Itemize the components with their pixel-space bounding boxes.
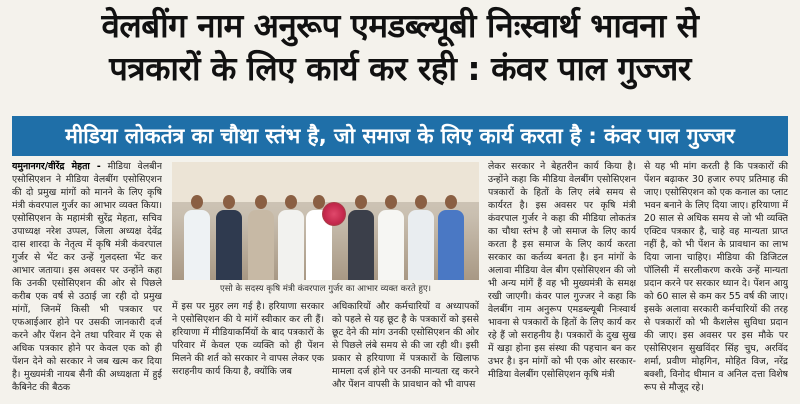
dateline: यमुनानगर/वीरेंद्र मेहता - <box>12 161 101 172</box>
article-columns <box>12 160 788 400</box>
column-2-text: में इस पर मुहर लग गई है। हरियाणा सरकार ने एसोसिएशन की ये मांगें स्वीकार कर ली हैं। हरियाणा में मीडियाकर्मियों के बाद पत्रकारों के परिवार में केवल एक व्यक्ति को ही पेंशन मिलने की शर्त को सरकार ने वापस लेकर एक सराहनीय कार्य किया है, क्योंकि जब <box>172 301 324 377</box>
column-4-text: लेकर सरकार ने बेहतरीन कार्य किया है। उन्होंने कहा कि मीडिया वेलबींग एसोसिएशन पत्रकारों के हितों के लिए लंबे समय से कार्यरत है। इस अवसर पर कृषि मंत्री कंवरपाल गुर्जर ने कहा की मीडिया लोकतंत्र का चौथा स्तंभ है जो समाज के लिए कार्य करता है इस समाज के लिए कार्य करता सरकार का कर्तव्य बनता है। इन मांगों के अलावा मीडिया वेल बीग एसोसिएशन की जो भी अन्य मांगें हैं वह भी मुख्यमंत्री के समक्ष रखी जाएगी। कंवर पाल गुज्जर ने कहा कि वेलबींग नाम अनुरूप एमडब्ल्यूबी निःस्वार्थ भावना से पत्रकारों के हितों के लिए कार्य कर रहे हैं जो सराहनीय है। पत्रकारों के दुख सुख में खड़ा होना इस संस्था की पहचान बन कर उभर है। इन मांगों को भी एक ओर सरकार-मीडिया वेलबींग एसोसिएशन कृषि मंत्री <box>488 161 636 380</box>
column-1-text: मीडिया वेलबीन एसोसिएशन ने मीडिया वेलबींग एसोसिएशन की दो प्रमुख मांगों को मानने के लिए कृषि मंत्री कंवरपाल गुर्जर का आभार व्यक्त किया। एसोसिएशन के महामंत्री सुरेंद्र मेहता, सचिव उपाध्यक्ष नरेश उप्पल, जिला अध्यक्ष देवेंद्र दास शारदा के नेतृत्व में कृषि मंत्री कंवरपाल गुर्जर से भेंट कर उन्हें गुलदस्ता भेंट कर आभार जताया। इस अवसर पर उन्होंने कहा कि उनकी एसोसिएशन की ओर से पिछले करीब एक वर्ष से उठाई जा रही दो प्रमुख मांगों, जिनमें किसी भी पत्रकार पर एफआईआर होने पर उसकी जानकारी दर्ज करने और पेंशन देने तथा परिवार में एक से अधिक पत्रकार होने पर केवल एक को ही पेंशन देने को सरकार ने जब खत्म कर दिया है। मुख्यमंत्री नायब सैनी की अध्यक्षता में हुई कैबिनेट की बैठक <box>12 161 162 393</box>
article-column-5 <box>644 160 788 400</box>
article-column-4 <box>488 160 636 400</box>
photo-caption: एसो के सदस्य कृषि मंत्री कंवरपाल गुर्जर का आभार व्यक्त करते हुए। <box>220 284 431 294</box>
column-5-text: से यह भी मांग करती है कि पत्रकारों की पेंशन बढ़ाकर 30 हजार रुपए प्रतिमाह की जाए। एसोसिएशन को एक कनाल का प्लाट भवन बनाने के लिए दिया जाए। हरियाणा में 20 साल से अधिक समय से जो भी व्यक्ति एक्टिव पत्रकार है, चाहे वह मान्यता प्राप्त नहीं है, को भी पेंशन के प्रावधान का लाभ दिया जाना चाहिए। मीडिया की डिजिटल पॉलिसी में सरलीकरण करके उन्हें मान्यता प्रदान करने पर सरकार ध्यान दे। पेंशन आयु को 60 साल से कम कर 55 वर्ष की जाए। इसके अलावा सरकारी कर्मचारियों की तरह से पत्रकारों को भी कैशलेस सुविधा प्रदान की जाए। इस अवसर पर इस मौके पर एसोसिएशन सुखविंदर सिंह चुघ, अरविंद शर्मा, प्रवीण मोहगिन, मोहित विज, नरेंद्र बक्शी, विनोद धीमान व अनिल दत्ता विशेष रूप से मौजूद रहे। <box>644 161 788 393</box>
subheadline-banner: मीडिया लोकतंत्र का चौथा स्तंभ है, जो समाज के लिए कार्य करता है : कंवर पाल गुज्जर <box>12 116 788 156</box>
column-3-text: अधिकारियों और कर्मचारियों व अध्यापकों को पहले से यह छूट है के पत्रकारों को इससे छूट देने की मांग उनकी एसोसिएशन की ओर से पिछले लंबे समय से की जा रही थी। इसी प्रकार से हरियाणा में पत्रकारों के खिलाफ मामला दर्ज होने पर उनकी मान्यता रद्द करने और पेंशन वापसी के प्रावधान को भी वापस <box>332 301 479 390</box>
headline <box>0 0 800 90</box>
headline-line-1: वेलबींग नाम अनुरूप एमडब्ल्यूबी निःस्वार्थ भावना से <box>101 6 699 45</box>
headline-line-2: पत्रकारों के लिए कार्य कर रही : कंवर पाल गुज्जर <box>109 49 691 88</box>
article-column-2 <box>172 160 324 400</box>
article-column-1 <box>12 160 162 400</box>
article-column-3 <box>332 160 479 400</box>
